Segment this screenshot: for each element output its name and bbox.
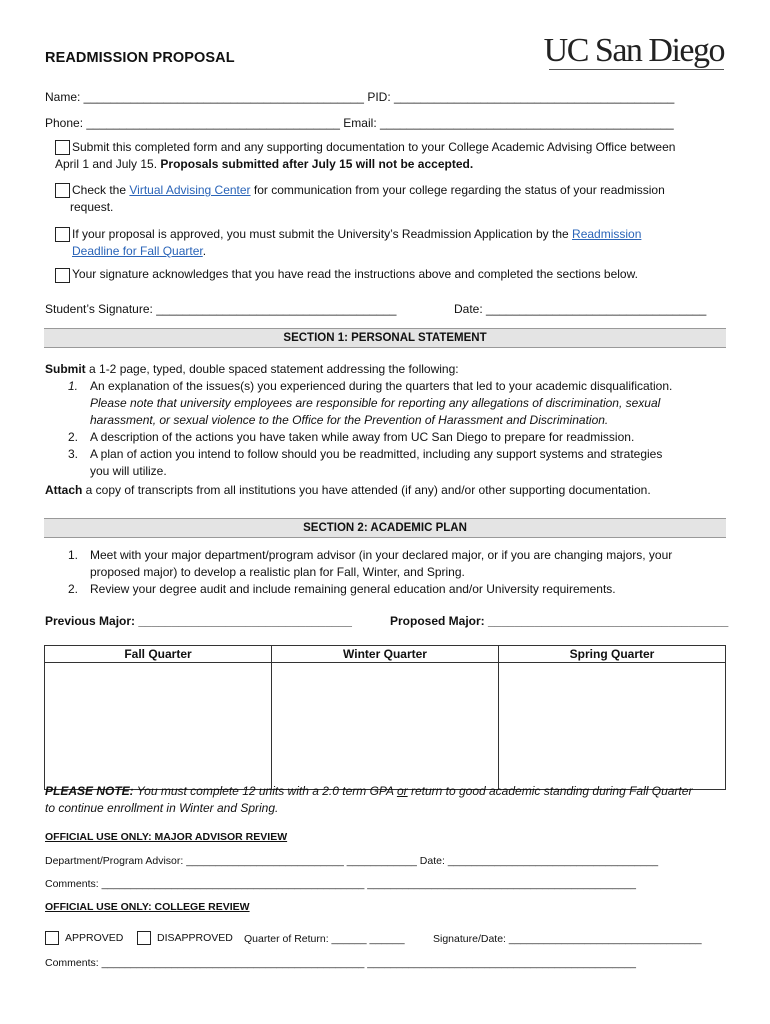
list-item: 1. An explanation of the issues(s) you experienced during the quarters that led to your academic disqualification. Please note that university employees are responsible for reporting any allegations of discrimination, sexual harassment, or sexual violence to the Office for the Prevention of Harassment and Discrimination. [68,379,673,427]
section1-list [45,378,735,480]
section2-heading: SECTION 2: ACADEMIC PLAN [44,518,726,538]
section1-intro: Submit a 1-2 page, typed, double spaced statement addressing the following: [45,362,459,376]
checkbox-submit[interactable] [55,140,70,155]
disapproved-option: DISAPPROVED [137,931,233,945]
spring-quarter-cell[interactable] [499,663,726,790]
student-signature-field[interactable]: Student’s Signature: ____________________________________ [45,302,397,316]
logo-underline [549,69,724,70]
academic-plan-table [44,645,726,790]
please-note: PLEASE NOTE: You must complete 12 units with a 2.0 term GPA or return to good academic standing during Fall Quarter to continue enrollment in Winter and Spring. [45,784,693,815]
checklist-item-signature-ack: Your signature acknowledges that you have read the instructions above and completed the sections below. [55,266,735,283]
table-header-winter: Winter Quarter [272,646,499,663]
winter-quarter-cell[interactable] [272,663,499,790]
quarter-of-return-field[interactable]: Quarter of Return: ______ ______ [244,933,405,945]
college-comments-field[interactable]: Comments: _____________________________________________ ______________________________________________ [45,957,636,969]
date-field[interactable]: Date: _________________________________ [454,302,707,316]
list-item: 3. A plan of action you intend to follow should you be readmitted, including any support systems and strategies you will utilize. [68,447,663,478]
phone-email-field[interactable]: Phone: ______________________________________ Email: ____________________________________________ [45,116,674,130]
attach-instruction: Attach a copy of transcripts from all institutions you have attended (if any) and/or other supporting documentation. [45,483,651,497]
checkbox-virtual-advising[interactable] [55,183,70,198]
previous-major-field[interactable]: Previous Major: ________________________________ [45,614,352,628]
virtual-advising-center-link[interactable]: Virtual Advising Center [129,183,251,197]
official-college-heading: OFFICIAL USE ONLY: COLLEGE REVIEW [45,901,250,913]
checkbox-approved[interactable] [45,931,59,945]
official-major-heading: OFFICIAL USE ONLY: MAJOR ADVISOR REVIEW [45,831,288,843]
fall-quarter-cell[interactable] [45,663,272,790]
list-item: 2. A description of the actions you have taken while away from UC San Diego to prepare for readmission. [68,430,635,444]
college-signature-date-field[interactable]: Signature/Date: _________________________________ [433,933,702,945]
checkbox-disapproved[interactable] [137,931,151,945]
approved-option: APPROVED [45,931,123,945]
section2-list [45,547,735,598]
checkbox-readmission-app[interactable] [55,227,70,242]
readmission-deadline-link-cont[interactable]: Deadline for Fall Quarter [72,244,203,258]
major-comments-field[interactable]: Comments: _____________________________________________ ______________________________________________ [45,878,636,890]
checkbox-signature-ack[interactable] [55,268,70,283]
table-header-fall: Fall Quarter [45,646,272,663]
list-item: 1. Meet with your major department/program advisor (in your declared major, or if you are changing majors, your proposed major) to develop a realistic plan for Fall, Winter, and Spring. [68,548,673,579]
checklist-item-submit: Submit this completed form and any supporting documentation to your College Academic Advising Office between April 1 and July 15. Proposals submitted after July 15 will not be accepted. [55,140,676,171]
checklist-item-readmission-app: If your proposal is approved, you must submit the University’s Readmission Application by the Readmission Deadline for Fall Quarter. [55,226,735,260]
uc-san-diego-logo: UC San Diego [543,32,724,69]
section1-heading: SECTION 1: PERSONAL STATEMENT [44,328,726,348]
readmission-deadline-link[interactable]: Readmission [572,227,642,241]
name-pid-field[interactable]: Name: __________________________________________ PID: __________________________________________ [45,90,675,104]
list-item: 2. Review your degree audit and include remaining general education and/or University requirements. [68,582,616,596]
checklist-item-virtual-advising: Check the Virtual Advising Center for communication from your college regarding the status of your readmission request. [55,182,735,216]
proposed-major-field[interactable]: Proposed Major: ____________________________________ [390,614,729,628]
page-title: READMISSION PROPOSAL [45,50,235,66]
table-header-spring: Spring Quarter [499,646,726,663]
advisor-field[interactable]: Department/Program Advisor: ___________________________ ____________ Date: ____________________________________ [45,855,659,867]
